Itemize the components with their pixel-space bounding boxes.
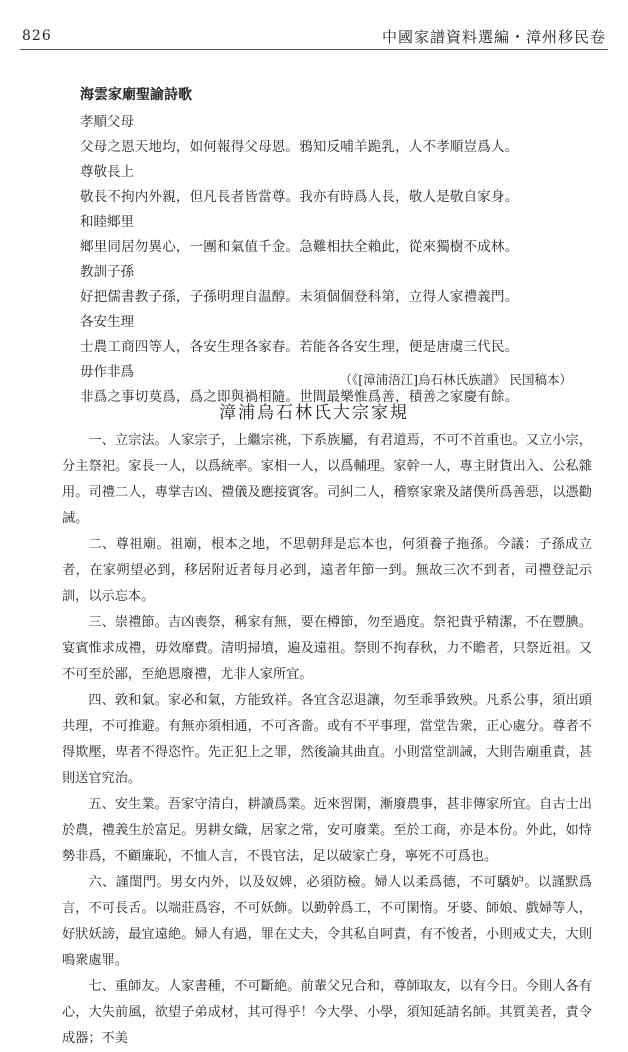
stanza-text: 鄉里同居勿異心，一團和氣值千金。急難相扶全賴此，從來獨樹不成林。 — [80, 239, 519, 255]
page-number: 826 — [22, 28, 52, 44]
running-title: 中國家譜資料選編・漳州移民卷 — [381, 28, 606, 46]
rule-paragraph: 二、尊祖廟。祖廟，根本之地，不思朝拜是忘本也，何須養子拖孫。今議：子孫成立者，在家朔望必到，移居附近者每月必到，遠者年節一到。無故三次不到者，司禮登記示訓，以示忘本。 — [62, 537, 592, 604]
source-citation: （《[漳浦浯江]烏石林氏族譜》 民国稿本） — [339, 372, 572, 387]
stanza-heading: 毋作非爲 — [80, 364, 134, 380]
header-divider — [20, 49, 608, 50]
page-header — [0, 0, 628, 50]
section-title: 漳浦烏石林氏大宗家規 — [219, 403, 409, 423]
stanza — [80, 310, 580, 360]
stanza-heading: 和睦鄉里 — [80, 214, 134, 230]
stanza-heading: 尊敬長上 — [80, 164, 134, 180]
stanza-text: 父母之恩天地均，如何報得父母恩。鴉知反哺羊跪乳，人不孝順豈爲人。 — [80, 139, 519, 155]
stanza-heading: 各安生理 — [80, 314, 134, 330]
stanza — [80, 260, 580, 310]
rule-paragraph: 三、崇禮節。吉凶喪祭，稱家有無，要在樽節，勿至過度。祭祀貴乎精潔，不在豐腆。宴賓惟求成禮，毋效靡費。清明掃墳，遍及遠祖。祭則不拘春秋，力不贍者，只祭近祖。又不可至於鄙，至絶恩廢禮，尤非人家所宜。 — [62, 615, 592, 682]
poem-section — [80, 84, 580, 410]
stanza-text: 好把儒書教子孫，子孫明理自温醇。未須個個登科第，立得人家禮義門。 — [80, 289, 519, 305]
rule-paragraph: 七、重師友。人家書種，不可斷絶。前輩父兄合和，尊師取友，以有今日。今則人各有心，大失前風，欲望子弟成材，其可得乎！今大學、小學，須知延請名師。其質美者，責令成器；不美 — [62, 979, 592, 1046]
stanza-text: 士農工商四等人，各安生理各家春。若能各各安生理，便是唐虞三代民。 — [80, 339, 519, 355]
stanza — [80, 210, 580, 260]
rule-paragraph: 四、敦和氣。家必和氣，方能致祥。各宜含忍退讓，勿至乖爭致殃。凡系公事，須出頭共理，不可推避。有無亦須相通，不可吝嗇。或有不平事理，當堂告衆，正心處分。尊者不得欺壓，卑者不得恣忤。先正犯上之罪，然後論其曲直。小則當堂訓誡，大則告廟重責，甚則送官究治。 — [62, 693, 592, 786]
rule-paragraph: 五、安生業。吾家守清白，耕讀爲業。近來習閑，漸廢農事，甚非傳家所宜。自古士出於農，禮義生於富足。男耕女織，居家之常，安可廢業。至於工商，亦是本份。外此，如恃勢非爲，不顧廉恥，不恤人言，不畏官法，足以破家亡身，寧死不可爲也。 — [62, 797, 592, 864]
stanza — [80, 110, 580, 160]
family-rules — [62, 428, 592, 1052]
stanza-heading: 孝順父母 — [80, 114, 134, 130]
poem-title: 海雲家廟聖諭詩歌 — [80, 87, 192, 103]
stanza-heading: 教訓子孫 — [80, 264, 134, 280]
stanza-text: 非爲之事切莫爲，爲之即與禍相隨。世間最樂惟爲善，積善之家慶有餘。 — [80, 389, 519, 405]
rule-paragraph: 六、謹閨門。男女内外，以及奴婢，必須防檢。婦人以柔爲德，不可驕妒。以謹默爲言，不可長舌。以端莊爲容，不可妖飾。以勤幹爲工，不可閑惰。牙婆、師娘、戲婦等人，好狀妖謗，最宜遠絶。婦人有過，罪在丈夫，令其私自呵責，有不悛者，小則戒丈夫，大則鳴衆處罪。 — [62, 875, 592, 968]
stanza-text: 敬長不拘内外親，但凡長者皆當尊。我亦有時爲人長，敬人是敬自家身。 — [80, 189, 519, 205]
rule-paragraph: 一、立宗法。人家宗子，上繼宗祧，下系族屬，有君道焉，不可不首重也。又立小宗，分主祭祀。家長一人，以爲統率。家相一人，以爲輔理。家幹一人，專主財貨出入、公私雜用。司禮二人，專掌吉凶、禮儀及應接賓客。司糾二人，稽察家衆及諸僕所爲善惡，以憑勸誡。 — [62, 433, 592, 526]
stanza — [80, 160, 580, 210]
